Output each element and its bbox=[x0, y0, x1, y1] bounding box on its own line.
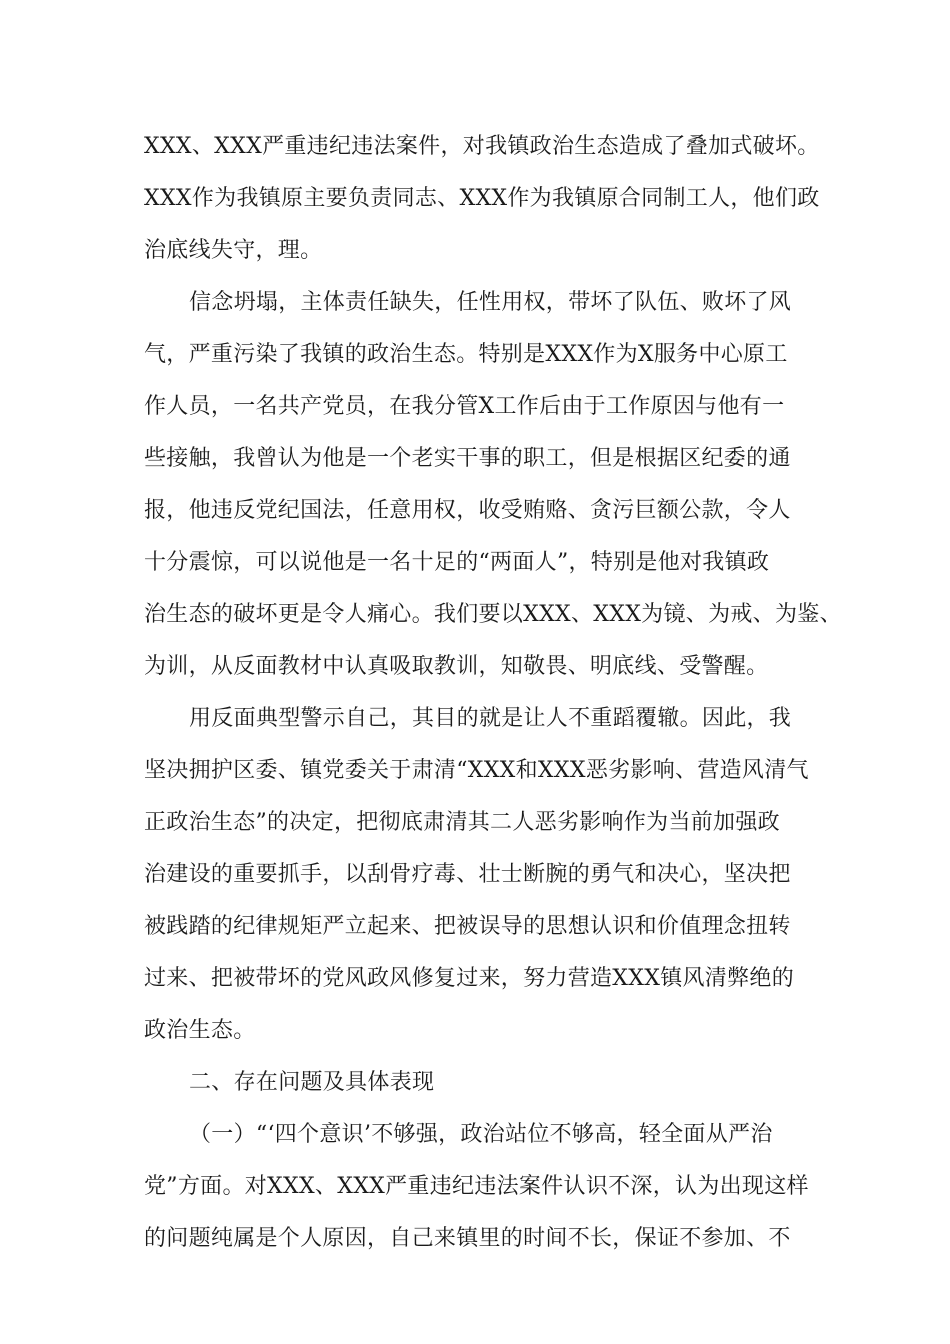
paragraph-first-line: 信念坍塌，主体责任缺失，任性用权，带坏了队伍、败坏了风 bbox=[189, 290, 792, 315]
text-line: 些接触，我曾认为他是一个老实干事的职工，但是根据区纪委的通 bbox=[144, 446, 791, 471]
text-line: 报，他违反党纪国法，任意用权，收受贿赂、贪污巨额公款，令人 bbox=[144, 498, 791, 523]
text-line: 治底线失守，理。 bbox=[144, 238, 323, 263]
text-line: 的问题纯属是个人原因，自己来镇里的时间不长，保证不参加、不 bbox=[144, 1226, 791, 1251]
text-line: 党”方面。对XXX、XXX严重违纪违法案件认识不深，认为出现这样 bbox=[144, 1174, 809, 1199]
text-line: 为训，从反面教材中认真吸取教训，知敬畏、明底线、受警醒。 bbox=[144, 654, 769, 679]
text-line: 气，严重污染了我镇的政治生态。特别是XXX作为X服务中心原工 bbox=[144, 342, 788, 367]
text-line: 治建设的重要抓手，以刮骨疗毒、壮士断腕的勇气和决心，坚决把 bbox=[144, 862, 791, 887]
text-line: XXX作为我镇原主要负责同志、XXX作为我镇原合同制工人，他们政 bbox=[144, 186, 820, 211]
text-line: 坚决拥护区委、镇党委关于肃清“XXX和XXX恶劣影响、营造风清气 bbox=[144, 758, 809, 783]
section-heading: 二、存在问题及具体表现 bbox=[189, 1070, 435, 1095]
text-line: 作人员，一名共产党员，在我分管X工作后由于工作原因与他有一 bbox=[144, 394, 785, 419]
text-line: 十分震惊，可以说他是一名十足的“两面人”，特别是他对我镇政 bbox=[144, 550, 770, 575]
text-line: 正政治生态”的决定，把彻底肃清其二人恶劣影响作为当前加强政 bbox=[144, 810, 780, 835]
paragraph-first-line: （一）“‘四个意识’不够强，政治站位不够高，轻全面从严治 bbox=[189, 1122, 773, 1147]
text-line: 过来、把被带坏的党风政风修复过来，努力营造XXX镇风清弊绝的 bbox=[144, 966, 794, 991]
text-line: 政治生态。 bbox=[144, 1018, 256, 1043]
text-line: 治生态的破坏更是令人痛心。我们要以XXX、XXX为镜、为戒、为鉴、 bbox=[144, 602, 842, 627]
text-line: XXX、XXX严重违纪违法案件，对我镇政治生态造成了叠加式破坏。 bbox=[144, 134, 820, 159]
text-line: 被践踏的纪律规矩严立起来、把被误导的思想认识和价值理念扭转 bbox=[144, 914, 791, 939]
paragraph-first-line: 用反面典型警示自己，其目的就是让人不重蹈覆辙。因此，我 bbox=[189, 706, 792, 731]
